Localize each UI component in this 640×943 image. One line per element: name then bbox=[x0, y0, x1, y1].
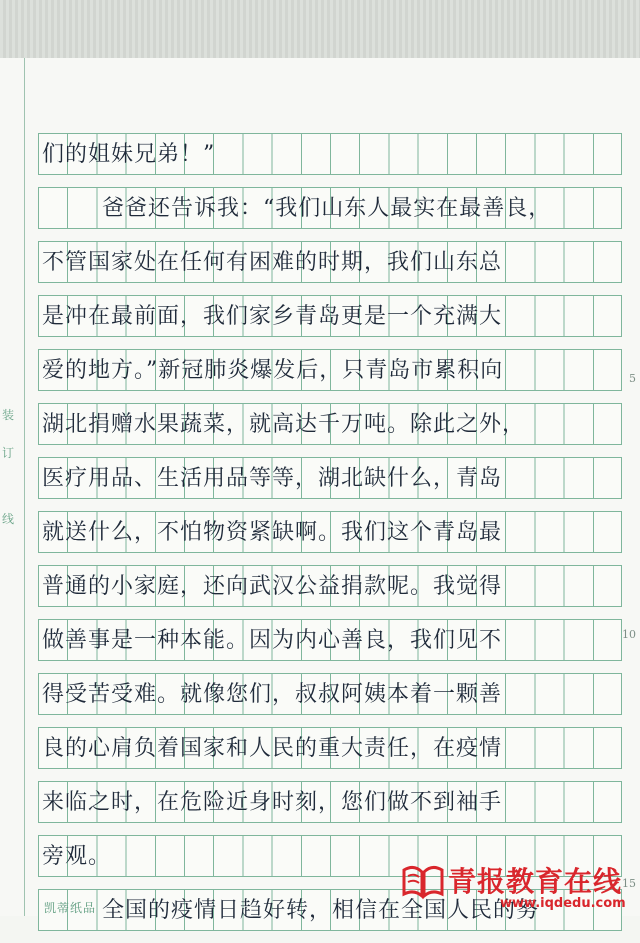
handwritten-line: 湖北捐赠水果蔬菜，就高达千万吨。除此之外， bbox=[42, 412, 526, 437]
grid-row bbox=[38, 403, 622, 445]
handwritten-line: 们的姐妹兄弟！” bbox=[42, 142, 216, 167]
handwritten-line: 来临之时，在危险近身时刻，您们做不到袖手 bbox=[42, 790, 503, 815]
line-number-5: 5 bbox=[629, 372, 636, 385]
watermark-url: www.iqdedu.com bbox=[500, 896, 626, 911]
handwritten-line: 不管国家处在任何有困难的时期，我们山东总 bbox=[42, 250, 503, 275]
handwritten-line: 旁观。 bbox=[42, 844, 112, 869]
binding-label-zhuang: 装 bbox=[1, 408, 14, 422]
binding-label-ding: 订 bbox=[1, 446, 14, 460]
handwritten-line: 爱的地方。”新冠肺炎爆发后，只青岛市累积向 bbox=[42, 358, 504, 383]
grid-row bbox=[38, 673, 622, 715]
grid-row bbox=[38, 565, 622, 607]
grid-row bbox=[38, 295, 622, 337]
paper-brand-label: 凯蒂纸品 bbox=[44, 901, 97, 915]
grid-row bbox=[38, 187, 622, 229]
line-number-15: 15 bbox=[622, 877, 636, 890]
handwritten-line: 全国的疫情日趋好转，相信在全国人民的努 bbox=[102, 898, 540, 923]
handwritten-line: 做善事是一种本能。因为内心善良，我们见不 bbox=[42, 628, 503, 653]
binding-label-xian: 线 bbox=[1, 512, 14, 526]
essay-grid bbox=[38, 133, 622, 943]
grid-row bbox=[38, 457, 622, 499]
handwritten-line: 良的心肩负着国家和人民的重大责任，在疫情 bbox=[42, 736, 503, 761]
handwritten-line: 是冲在最前面，我们家乡青岛更是一个充满大 bbox=[42, 304, 503, 329]
grid-row bbox=[38, 349, 622, 391]
handwritten-line: 得受苦受难。就像您们，叔叔阿姨本着一颗善 bbox=[42, 682, 503, 707]
grid-row bbox=[38, 727, 622, 769]
line-number-10: 10 bbox=[622, 628, 636, 641]
site-watermark bbox=[400, 860, 636, 914]
watermark-title: 青报教育在线 bbox=[448, 865, 623, 898]
handwritten-line: 爸爸还告诉我：“我们山东人最实在最善良， bbox=[102, 196, 552, 221]
grid-row bbox=[38, 781, 622, 823]
handwritten-line: 就送什么，不怕物资紧缺啊。我们这个青岛最 bbox=[42, 520, 503, 545]
open-book-icon bbox=[400, 862, 446, 900]
grid-row bbox=[38, 241, 622, 283]
handwritten-line: 医疗用品、生活用品等等，湖北缺什么，青岛 bbox=[42, 466, 503, 491]
grid-row bbox=[38, 619, 622, 661]
grid-row bbox=[38, 511, 622, 553]
grid-row bbox=[38, 133, 622, 175]
binding-margin-line bbox=[24, 58, 25, 916]
paper-edge-texture bbox=[0, 0, 640, 58]
handwritten-line: 普通的小家庭，还向武汉公益捐款呢。我觉得 bbox=[42, 574, 503, 599]
